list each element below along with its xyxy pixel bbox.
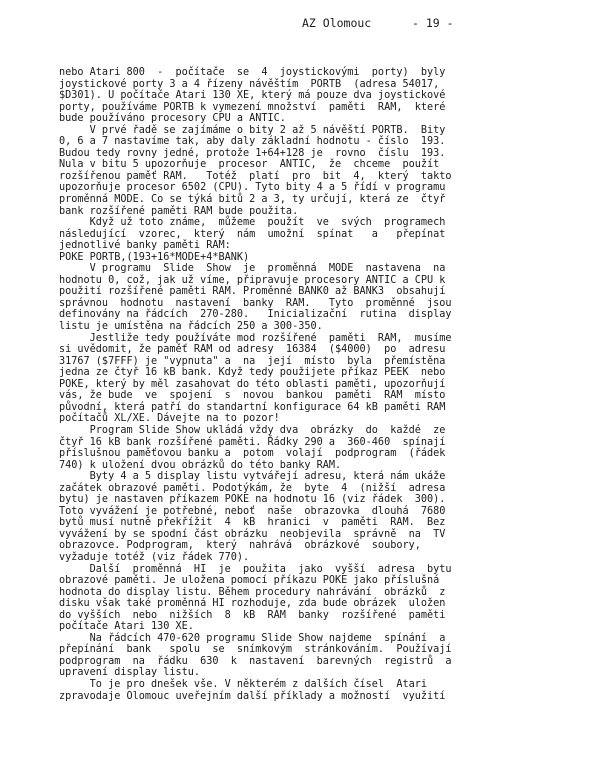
text-line: $D301). U počítače Atari 130 XE, který má pouze dva joystickové <box>59 90 446 102</box>
text-line: upozorňuje procesor 6502 (CPU). Tyto bity 4 a 5 řídí v programu <box>59 182 446 194</box>
text-line: si uvědomit, že paměť RAM od adresy 16384 ($4000) po adresu <box>59 344 446 356</box>
text-line: Když už toto známe, můžeme použít ve svých programech <box>59 217 446 229</box>
text-line: Na řádcích 470-620 programu Slide Show najdeme spínání a <box>59 632 446 644</box>
text-line: bude používáno procesory CPU a ANTIC. <box>59 113 286 125</box>
text-line: POKE PORTB,(193+16*MODE+4*BANK) <box>59 251 250 263</box>
text-line: obrazové paměti. Je uložena pomocí příkazu POKE jako příslušná <box>59 575 440 587</box>
header-title: AZ Olomouc <box>302 16 372 30</box>
body-text <box>59 67 539 702</box>
text-line: následující vzorec, který nám umožní spínat a přepínat <box>59 228 446 240</box>
text-line: čtyř 16 kB bank rozšířené paměti. Řádky 290 a 360-460 spínají <box>59 436 446 448</box>
text-line: hodnotu 0, což, jak už víme, připravuje procesory ANTIC a CPU k <box>59 274 446 286</box>
text-line: bank rozšířené paměti RAM bude použita. <box>59 205 299 217</box>
text-line: do vyšších nebo nižších 8 kB RAM banky rozšířené paměti <box>59 609 446 621</box>
text-line: Toto vyvážení je potřebné, neboť naše obrazovka dlouhá 7680 <box>59 505 446 517</box>
text-line: Jestliže tedy používáte mod rozšířené paměti RAM, musíme <box>59 332 452 344</box>
text-line: bytů musí nutně překřížit 4 kB hranici v paměti RAM. Bez <box>59 517 446 529</box>
text-line: POKE, který by měl zasahovat do této oblasti paměti, upozorňují <box>59 378 446 390</box>
text-line: porty, používáme PORTB k vymezení množství paměti RAM, které <box>59 101 446 113</box>
text-line: 31767 ($7FFF) je "vypnuta" a na její místo byla přemístěna <box>59 355 446 367</box>
text-line: Byty 4 a 5 display listu vytvářejí adresu, která nám ukáže <box>59 471 446 483</box>
text-line: V prvé řadě se zajímáme o bity 2 až 5 návěští PORTB. Bity <box>59 124 446 136</box>
text-line: bytu) je nastaven příkazem POKE na hodnotu 16 (viz řádek 300). <box>59 494 446 506</box>
text-line: 0, 6 a 7 nastavíme tak, aby daly základní hodnotu - číslo 193. <box>59 136 446 148</box>
text-line: V programu Slide Show je proměnná MODE nastavena na <box>59 263 446 275</box>
text-line: vyžaduje totéž (viz řádek 770). <box>59 551 250 563</box>
text-line: jednotlivé banky paměti RAM: <box>59 240 231 252</box>
text-line: zpravodaje Olomouc uveřejním další příklady a možností využití <box>59 690 446 702</box>
text-line: nebo Atari 800 - počítače se 4 joystickovými porty) byly <box>59 67 446 78</box>
page-number: - 19 - <box>412 16 454 30</box>
text-line: počítače Atari 130 XE. <box>59 621 194 633</box>
text-line: Budou tedy rovny jedné, protože 1+64+128 je rovno číslu 193. <box>59 147 446 159</box>
text-line: obrazovce. Podprogram, který nahrává obrázkové soubory, <box>59 540 421 552</box>
text-line: joystickové porty 3 a 4 řízeny návěštím PORTB (adresa 54017, <box>59 78 440 90</box>
text-line: použití rozšířené paměti RAM. Proměnné BANK0 až BANK3 obsahují <box>59 286 446 298</box>
text-line: hodnota do display listu. Během procedury nahrávání obrázků z <box>59 586 446 598</box>
text-line: Nula v bitu 5 upozorňuje procesor ANTIC, že chceme použít <box>59 159 440 171</box>
text-line: upravení display listu. <box>59 667 201 679</box>
text-line: začátek obrazové paměti. Podotýkám, že byte 4 (nižší adresa <box>59 482 446 494</box>
text-line: Program Slide Show ukládá vždy dva obrázky do každé ze <box>59 424 446 436</box>
text-line: 740) k uložení dvou obrázků do této banky RAM. <box>59 459 342 471</box>
text-line: To je pro dnešek vše. V některém z dalších čísel Atari <box>59 678 428 690</box>
page-header <box>0 16 600 32</box>
text-line: definovány na řádcích 270-280. Inicializační rutina display <box>59 309 452 321</box>
text-line: vyvážení by se spodní část obrázku neobjevila správně na TV <box>59 528 446 540</box>
text-line: disku však také proměnná HI rozhoduje, zda bude obrázek uložen <box>59 598 446 610</box>
text-line: počítačů XL/XE. Dávejte na to pozor! <box>59 413 280 425</box>
text-line: přepínání bank spolu se snímkovým stránkováním. Používají <box>59 644 452 656</box>
text-line: proměnná MODE. Co se týká bitů 2 a 3, ty určují, která ze čtyř <box>59 194 446 206</box>
text-line: rozšířenou paměť RAM. Totéž platí pro bit 4, který takto <box>59 170 452 182</box>
text-line: příslušnou paměťovou banku a potom volají podprogram (řádek <box>59 448 446 460</box>
text-line: správnou hodnotu nastavení banky RAM. Tyto proměnné jsou <box>59 297 452 309</box>
text-line: jedna ze čtyř 16 kB bank. Když tedy použijete příkaz PEEK nebo <box>59 367 446 379</box>
text-line: vás, že bude ve spojení s novou bankou paměti RAM místo <box>59 390 446 402</box>
text-line: Další proměnná HI je použita jako vyšší adresa bytu <box>59 563 452 575</box>
text-line: listu je umístěna na řádcích 250 a 300-350. <box>59 321 323 333</box>
text-line: původní, která patří do standartní konfigurace 64 kB paměti RAM <box>59 401 446 413</box>
text-line: podprogram na řádku 630 k nastavení barevných registrů a <box>59 655 452 667</box>
